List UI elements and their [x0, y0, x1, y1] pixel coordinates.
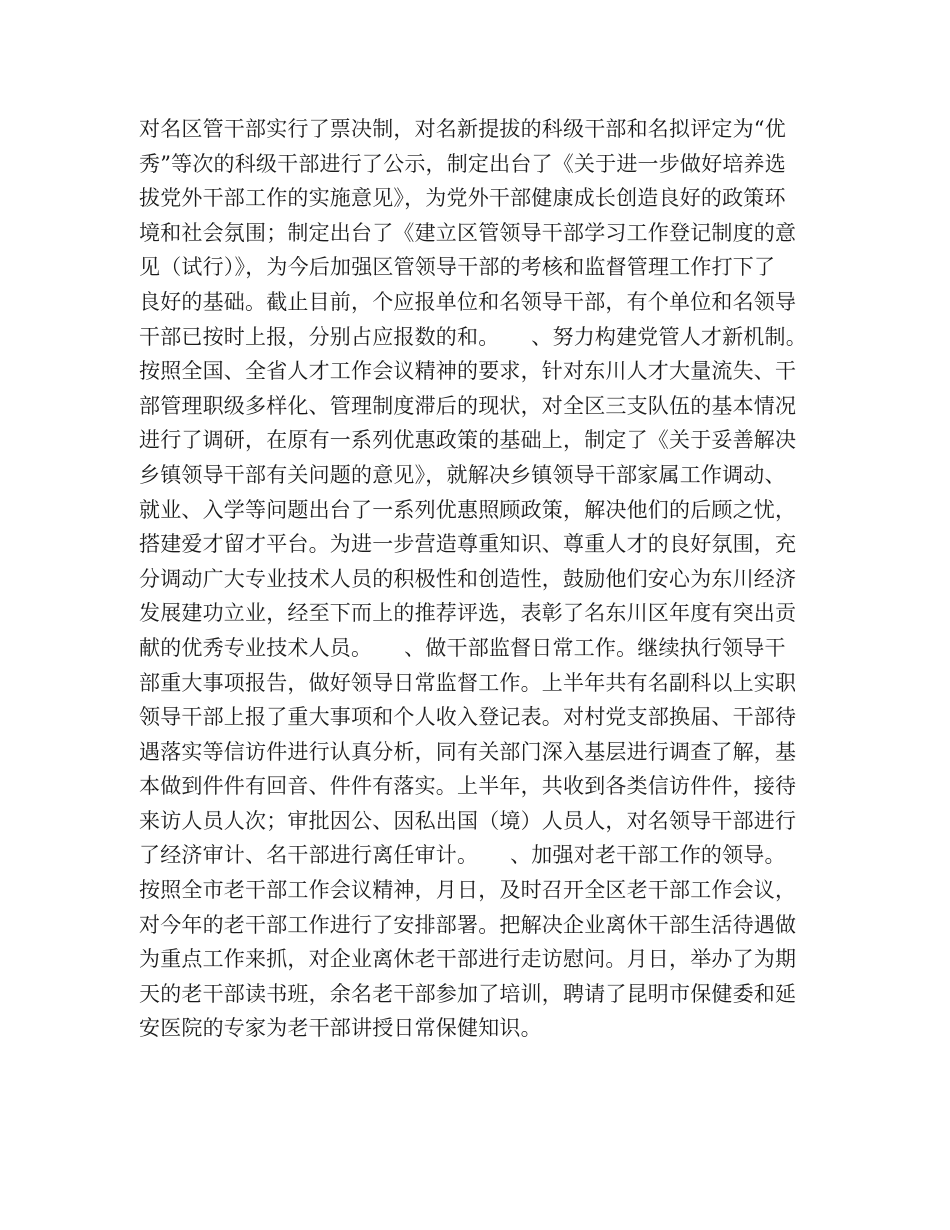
text-line: 乡镇领导干部有关问题的意见》，就解决乡镇领导干部家属工作调动、 [139, 462, 786, 487]
text-line: 搭建爱才留才平台。为进一步营造尊重知识、尊重人才的良好氛围，充 [139, 532, 797, 557]
text-line: 按照全国、全省人才工作会议精神的要求，针对东川人才大量流失、干 [139, 359, 797, 384]
text-line: 分调动广大专业技术人员的积极性和创造性，鼓励他们安心为东川经济 [139, 566, 797, 591]
text-line: 进行了调研，在原有一系列优惠政策的基础上，制定了《关于妥善解决 [139, 428, 797, 453]
text-line: 安医院的专家为老干部讲授日常保健知识。 [139, 1016, 542, 1041]
text-line: 来访人员人次；审批因公、因私出国（境）人员人，对名领导干部进行 [139, 808, 797, 833]
text-line: 遇落实等信访件进行认真分析，同有关部门深入基层进行调查了解，基 [139, 739, 797, 764]
text-line: 干部已按时上报，分别占应报数的和。 、努力构建党管人才新机制。 [139, 324, 807, 349]
body-text [139, 112, 839, 1046]
text-line: 秀”等次的科级干部进行了公示，制定出台了《关于进一步做好培养选 [139, 151, 786, 176]
text-line: 见（试行）》，为今后加强区管领导干部的考核和监督管理工作打下了 [139, 255, 776, 280]
text-line: 发展建功立业，经至下而上的推荐评选，表彰了名东川区年度有突出贡 [139, 601, 797, 626]
text-line: 领导干部上报了重大事项和个人收入登记表。对村党支部换届、干部待 [139, 705, 797, 730]
text-line: 为重点工作来抓，对企业离休老干部进行走访慰问。月日，举办了为期 [139, 947, 797, 972]
text-line: 部重大事项报告，做好领导日常监督工作。上半年共有名副科以上实职 [139, 670, 797, 695]
text-line: 部管理职级多样化、管理制度滞后的现状，对全区三支队伍的基本情况 [139, 393, 797, 418]
text-line: 拔党外干部工作的实施意见》，为党外干部健康成长创造良好的政策环 [139, 186, 786, 211]
text-line: 了经济审计、名干部进行离任审计。 、加强对老干部工作的领导。 [139, 843, 786, 868]
text-line: 对今年的老干部工作进行了安排部署。把解决企业离休干部生活待遇做 [139, 912, 797, 937]
text-line: 按照全市老干部工作会议精神，月日，及时召开全区老干部工作会议， [139, 878, 797, 903]
text-line: 献的优秀专业技术人员。 、做干部监督日常工作。继续执行领导干 [139, 635, 786, 660]
text-line: 对名区管干部实行了票决制，对名新提拔的科级干部和名拟评定为“优 [139, 117, 786, 141]
text-line: 天的老干部读书班，余名老干部参加了培训，聘请了昆明市保健委和延 [139, 981, 797, 1006]
text-line: 良好的基础。截止目前，个应报单位和名领导干部，有个单位和名领导 [139, 289, 797, 314]
text-line: 就业、入学等问题出台了一系列优惠照顾政策，解决他们的后顾之忧， [139, 497, 797, 522]
text-line: 境和社会氛围；制定出台了《建立区管领导干部学习工作登记制度的意 [139, 220, 797, 245]
text-line: 本做到件件有回音、件件有落实。上半年，共收到各类信访件件，接待 [139, 774, 797, 799]
